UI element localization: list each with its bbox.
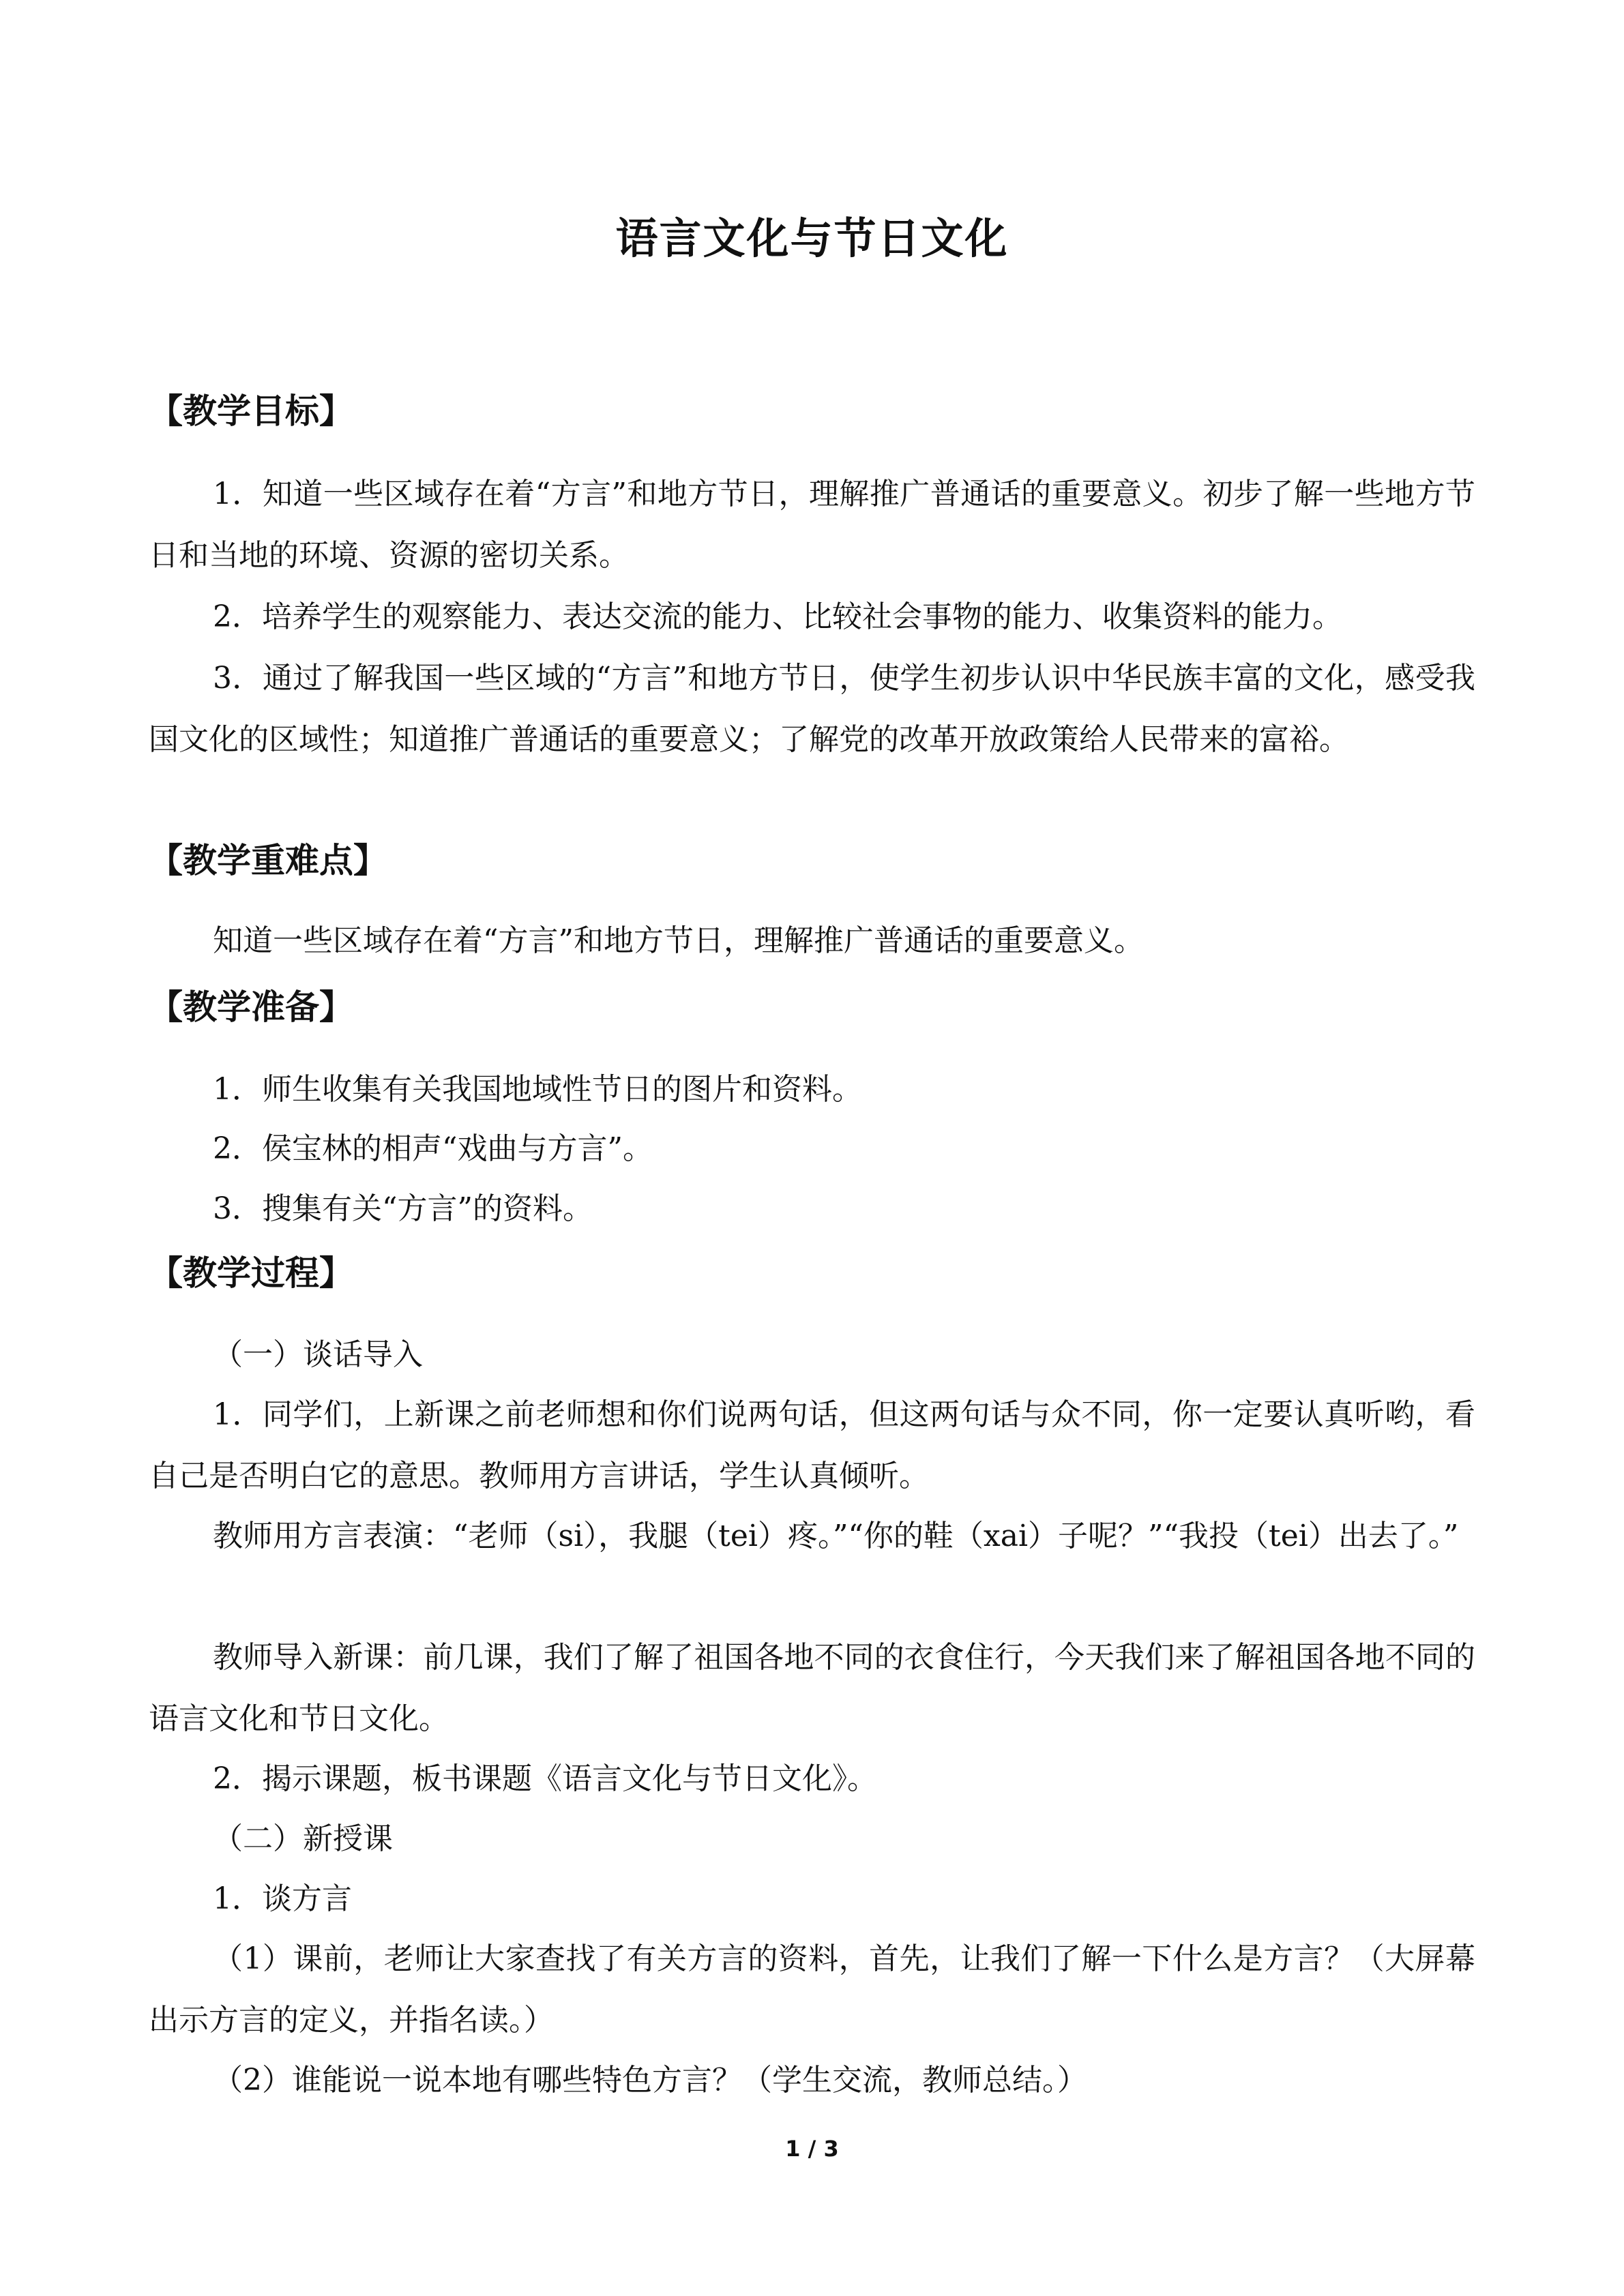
heading-preparation: 【教学准备】: [149, 987, 353, 1027]
process-paragraph-2: 教师用方言表演：“老师（si），我腿（tei）疼。”“你的鞋（xai）子呢？”“我投（tei）出去了。”: [213, 1519, 1459, 1553]
heading-teaching-goals: 【教学目标】: [149, 391, 353, 431]
process-paragraph-7: （2）谁能说一说本地有哪些特色方言？（学生交流，教师总结。）: [213, 2063, 1087, 2098]
document-title: 语言文化与节日文化: [615, 213, 1009, 263]
heading-key-points: 【教学重难点】: [149, 841, 387, 880]
process-paragraph-4: 2．揭示课题，板书课题《语言文化与节日文化》。: [213, 1761, 877, 1796]
process-paragraph-5: 1．谈方言: [213, 1881, 352, 1916]
process-subheading-new-lesson: （二）新授课: [213, 1821, 393, 1856]
preparation-item-3: 3．搜集有关“方言”的资料。: [213, 1191, 593, 1226]
process-paragraph-3: 教师导入新课：前几课，我们了解了祖国各地不同的衣食住行，今天我们来了解祖国各地不同的语言文化和节日文化。: [149, 1640, 1475, 1736]
process-paragraph-1: 1．同学们，上新课之前老师想和你们说两句话，但这两句话与众不同，你一定要认真听哟，看自己是否明白它的意思。教师用方言讲话，学生认真倾听。: [149, 1397, 1475, 1493]
process-paragraph-6: （1）课前，老师让大家查找了有关方言的资料，首先，让我们了解一下什么是方言？（大屏幕出示方言的定义，并指名读。）: [149, 1941, 1475, 2038]
goals-paragraph-3: 3．通过了解我国一些区域的“方言”和地方节日，使学生初步认识中华民族丰富的文化，感受我国文化的区域性；知道推广普通话的重要意义；了解党的改革开放政策给人民带来的富裕。: [149, 661, 1475, 757]
page-number: 1 / 3: [785, 2136, 839, 2162]
heading-teaching-process: 【教学过程】: [149, 1253, 353, 1293]
goals-paragraph-2: 2．培养学生的观察能力、表达交流的能力、比较社会事物的能力、收集资料的能力。: [213, 599, 1342, 634]
preparation-item-2: 2．侯宝林的相声“戏曲与方言”。: [213, 1131, 653, 1166]
goals-paragraph-1: 1．知道一些区域存在着“方言”和地方节日，理解推广普通话的重要意义。初步了解一些地方节日和当地的环境、资源的密切关系。: [149, 477, 1475, 573]
preparation-item-1: 1．师生收集有关我国地域性节日的图片和资料。: [213, 1072, 862, 1107]
key-points-paragraph: 知道一些区域存在着“方言”和地方节日，理解推广普通话的重要意义。: [213, 923, 1144, 958]
process-subheading-intro: （一）谈话导入: [213, 1337, 423, 1372]
